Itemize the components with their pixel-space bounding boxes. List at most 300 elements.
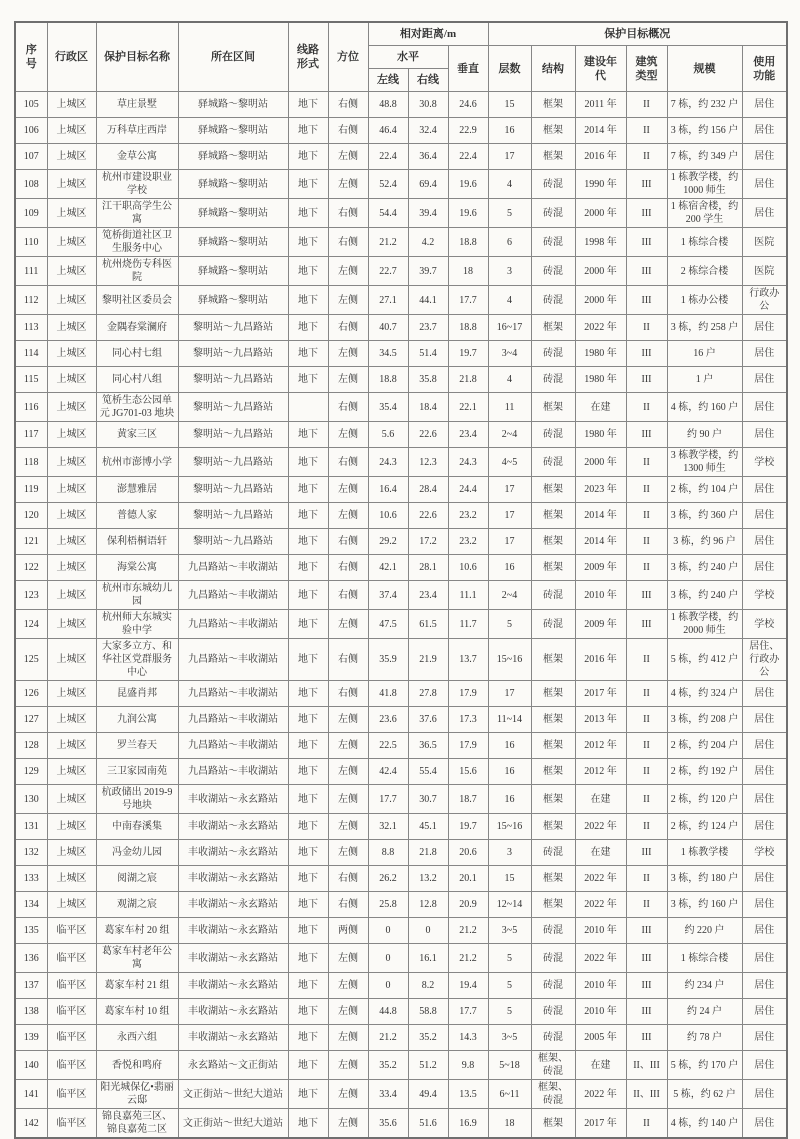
cell-scale: 3 栋，约 160 户 <box>667 892 742 918</box>
cell-line-form: 地下 <box>288 144 328 170</box>
cell-no: 139 <box>15 1025 47 1051</box>
cell-name: 葛家车村 10 组 <box>96 999 178 1025</box>
cell-side: 右侧 <box>328 393 368 422</box>
cell-building-type: III <box>626 840 667 866</box>
cell-scale: 4 栋，约 160 户 <box>667 393 742 422</box>
cell-district: 上城区 <box>47 733 96 759</box>
cell-line-form: 地下 <box>288 581 328 610</box>
cell-line-form: 地下 <box>288 1051 328 1080</box>
table-row <box>15 944 787 973</box>
cell-no: 120 <box>15 503 47 529</box>
cell-function: 行政办公 <box>742 286 787 315</box>
cell-district: 临平区 <box>47 1109 96 1139</box>
cell-left-line: 5.6 <box>368 422 408 448</box>
table-row <box>15 448 787 477</box>
cell-name: 金草公寓 <box>96 144 178 170</box>
table-row <box>15 228 787 257</box>
cell-building-type: II <box>626 118 667 144</box>
cell-structure: 框架 <box>531 315 575 341</box>
cell-side: 左侧 <box>328 814 368 840</box>
cell-building-type: II <box>626 144 667 170</box>
cell-district: 上城区 <box>47 199 96 228</box>
table-row <box>15 257 787 286</box>
cell-section: 黎明站～九昌路站 <box>178 367 288 393</box>
cell-floors: 11 <box>488 393 531 422</box>
cell-right-line: 17.2 <box>408 529 448 555</box>
cell-function: 居住 <box>742 199 787 228</box>
cell-left-line: 10.6 <box>368 503 408 529</box>
cell-line-form: 地下 <box>288 733 328 759</box>
table-row <box>15 422 787 448</box>
cell-right-line: 18.4 <box>408 393 448 422</box>
cell-district: 上城区 <box>47 892 96 918</box>
cell-district: 临平区 <box>47 1051 96 1080</box>
cell-vertical: 11.1 <box>448 581 488 610</box>
cell-scale: 2 栋，约 124 户 <box>667 814 742 840</box>
cell-scale: 5 栋，约 412 户 <box>667 639 742 681</box>
cell-side: 左侧 <box>328 1109 368 1139</box>
cell-right-line: 37.6 <box>408 707 448 733</box>
header-no-label: 序号 <box>25 44 37 70</box>
cell-side: 右侧 <box>328 581 368 610</box>
cell-side: 左侧 <box>328 733 368 759</box>
cell-year: 2011 年 <box>575 92 626 118</box>
cell-side: 左侧 <box>328 973 368 999</box>
cell-district: 上城区 <box>47 581 96 610</box>
table-row <box>15 286 787 315</box>
cell-structure: 砖混 <box>531 286 575 315</box>
header-overview-group: 保护目标概况 <box>488 22 787 46</box>
cell-function: 居住 <box>742 144 787 170</box>
cell-section: 永玄路站～文正街站 <box>178 1051 288 1080</box>
cell-structure: 砖混 <box>531 257 575 286</box>
cell-function: 居住 <box>742 367 787 393</box>
cell-building-type: II <box>626 448 667 477</box>
cell-scale: 约 24 户 <box>667 999 742 1025</box>
cell-section: 文正街站～世纪大道站 <box>178 1080 288 1109</box>
cell-line-form: 地下 <box>288 422 328 448</box>
table-header <box>15 22 787 92</box>
cell-year: 2000 年 <box>575 257 626 286</box>
cell-floors: 5 <box>488 610 531 639</box>
cell-vertical: 13.7 <box>448 639 488 681</box>
cell-scale: 1 栋综合楼 <box>667 944 742 973</box>
table-row <box>15 1109 787 1139</box>
table-row <box>15 814 787 840</box>
header-line-form-label: 线路形式 <box>297 44 319 70</box>
cell-no: 129 <box>15 759 47 785</box>
cell-building-type: II <box>626 529 667 555</box>
cell-side: 左侧 <box>328 1025 368 1051</box>
cell-building-type: III <box>626 999 667 1025</box>
cell-vertical: 19.4 <box>448 973 488 999</box>
cell-side: 左侧 <box>328 707 368 733</box>
cell-left-line: 46.4 <box>368 118 408 144</box>
cell-section: 九昌路站～丰收湖站 <box>178 639 288 681</box>
cell-section: 黎明站～九昌路站 <box>178 529 288 555</box>
cell-left-line: 0 <box>368 918 408 944</box>
cell-side: 两侧 <box>328 918 368 944</box>
cell-building-type: II <box>626 555 667 581</box>
cell-floors: 17 <box>488 529 531 555</box>
cell-name: 黎明社区委员会 <box>96 286 178 315</box>
cell-building-type: III <box>626 918 667 944</box>
cell-district: 上城区 <box>47 315 96 341</box>
cell-right-line: 39.7 <box>408 257 448 286</box>
cell-right-line: 49.4 <box>408 1080 448 1109</box>
cell-scale: 7 栋，约 232 户 <box>667 92 742 118</box>
cell-no: 106 <box>15 118 47 144</box>
cell-structure: 框架 <box>531 866 575 892</box>
cell-district: 上城区 <box>47 759 96 785</box>
cell-line-form: 地下 <box>288 785 328 814</box>
cell-floors: 17 <box>488 477 531 503</box>
cell-district: 上城区 <box>47 118 96 144</box>
cell-building-type: II <box>626 1109 667 1139</box>
cell-building-type: III <box>626 170 667 199</box>
cell-year: 2010 年 <box>575 918 626 944</box>
cell-line-form: 地下 <box>288 367 328 393</box>
cell-right-line: 35.2 <box>408 1025 448 1051</box>
cell-left-line: 22.4 <box>368 144 408 170</box>
cell-line-form: 地下 <box>288 973 328 999</box>
cell-side: 左侧 <box>328 785 368 814</box>
cell-floors: 5 <box>488 999 531 1025</box>
cell-left-line: 8.8 <box>368 840 408 866</box>
cell-function: 居住 <box>742 944 787 973</box>
cell-left-line: 16.4 <box>368 477 408 503</box>
table-row <box>15 840 787 866</box>
cell-section: 黎明站～九昌路站 <box>178 315 288 341</box>
cell-vertical: 23.2 <box>448 503 488 529</box>
cell-vertical: 21.2 <box>448 944 488 973</box>
cell-building-type: II、III <box>626 1051 667 1080</box>
cell-side: 左侧 <box>328 503 368 529</box>
cell-line-form: 地下 <box>288 1109 328 1139</box>
cell-vertical: 19.7 <box>448 341 488 367</box>
cell-left-line: 52.4 <box>368 170 408 199</box>
header-distance-group: 相对距离/m <box>368 22 488 46</box>
cell-scale: 3 栋，约 208 户 <box>667 707 742 733</box>
cell-left-line: 18.8 <box>368 367 408 393</box>
cell-structure: 框架 <box>531 1109 575 1139</box>
cell-section: 九昌路站～丰收湖站 <box>178 681 288 707</box>
table-row <box>15 1051 787 1080</box>
cell-vertical: 18 <box>448 257 488 286</box>
cell-right-line: 22.6 <box>408 503 448 529</box>
cell-line-form: 地下 <box>288 610 328 639</box>
cell-left-line: 21.2 <box>368 1025 408 1051</box>
cell-side: 左侧 <box>328 341 368 367</box>
cell-section: 九昌路站～丰收湖站 <box>178 759 288 785</box>
cell-line-form: 地下 <box>288 477 328 503</box>
cell-no: 141 <box>15 1080 47 1109</box>
cell-no: 128 <box>15 733 47 759</box>
cell-function: 居住 <box>742 733 787 759</box>
cell-scale: 1 栋综合楼 <box>667 228 742 257</box>
cell-section: 九昌路站～丰收湖站 <box>178 610 288 639</box>
cell-vertical: 17.9 <box>448 733 488 759</box>
cell-vertical: 17.7 <box>448 286 488 315</box>
cell-side: 左侧 <box>328 610 368 639</box>
table-row <box>15 759 787 785</box>
cell-name: 杭州市建设职业学校 <box>96 170 178 199</box>
cell-name: 普德人家 <box>96 503 178 529</box>
cell-left-line: 35.4 <box>368 393 408 422</box>
cell-side: 右侧 <box>328 529 368 555</box>
cell-side: 右侧 <box>328 681 368 707</box>
cell-scale: 约 78 户 <box>667 1025 742 1051</box>
cell-floors: 3~4 <box>488 341 531 367</box>
cell-right-line: 69.4 <box>408 170 448 199</box>
cell-left-line: 54.4 <box>368 199 408 228</box>
cell-scale: 3 栋，约 96 户 <box>667 529 742 555</box>
header-no <box>15 22 47 92</box>
cell-vertical: 18.8 <box>448 315 488 341</box>
cell-year: 1980 年 <box>575 422 626 448</box>
cell-left-line: 42.4 <box>368 759 408 785</box>
cell-function: 居住 <box>742 170 787 199</box>
cell-side: 左侧 <box>328 144 368 170</box>
cell-floors: 2~4 <box>488 581 531 610</box>
cell-no: 134 <box>15 892 47 918</box>
cell-building-type: II <box>626 681 667 707</box>
table-row <box>15 581 787 610</box>
cell-section: 驿城路～黎明站 <box>178 118 288 144</box>
cell-right-line: 16.1 <box>408 944 448 973</box>
cell-building-type: II <box>626 892 667 918</box>
table-row <box>15 393 787 422</box>
cell-no: 113 <box>15 315 47 341</box>
cell-floors: 5~18 <box>488 1051 531 1080</box>
cell-name: 海棠公寓 <box>96 555 178 581</box>
cell-vertical: 19.7 <box>448 814 488 840</box>
cell-year: 在建 <box>575 393 626 422</box>
cell-district: 临平区 <box>47 918 96 944</box>
cell-vertical: 18.8 <box>448 228 488 257</box>
cell-name: 杭州市澎博小学 <box>96 448 178 477</box>
cell-side: 右侧 <box>328 118 368 144</box>
cell-section: 驿城路～黎明站 <box>178 228 288 257</box>
cell-section: 丰收湖站～永玄路站 <box>178 785 288 814</box>
cell-function: 居住 <box>742 118 787 144</box>
cell-vertical: 10.6 <box>448 555 488 581</box>
cell-right-line: 0 <box>408 918 448 944</box>
cell-structure: 框架、砖混 <box>531 1051 575 1080</box>
cell-building-type: III <box>626 228 667 257</box>
table-row <box>15 733 787 759</box>
cell-line-form: 地下 <box>288 681 328 707</box>
cell-scale: 1 栋教学楼 <box>667 840 742 866</box>
cell-line-form: 地下 <box>288 341 328 367</box>
cell-structure: 框架 <box>531 555 575 581</box>
header-scale: 规模 <box>667 46 742 92</box>
cell-line-form: 地下 <box>288 118 328 144</box>
cell-side: 右侧 <box>328 315 368 341</box>
cell-name: 杭州烧伤专科医院 <box>96 257 178 286</box>
table-row <box>15 892 787 918</box>
cell-side: 左侧 <box>328 257 368 286</box>
cell-floors: 16 <box>488 759 531 785</box>
cell-name: 杭政储出 2019-9 号地块 <box>96 785 178 814</box>
cell-district: 上城区 <box>47 681 96 707</box>
cell-structure: 砖混 <box>531 422 575 448</box>
cell-structure: 砖混 <box>531 999 575 1025</box>
cell-name: 同心村七组 <box>96 341 178 367</box>
cell-building-type: II <box>626 393 667 422</box>
cell-right-line: 8.2 <box>408 973 448 999</box>
cell-function: 居住、行政办公 <box>742 639 787 681</box>
cell-line-form <box>288 393 328 422</box>
cell-scale: 3 栋，约 360 户 <box>667 503 742 529</box>
cell-scale: 16 户 <box>667 341 742 367</box>
cell-district: 上城区 <box>47 422 96 448</box>
cell-scale: 3 栋，约 240 户 <box>667 581 742 610</box>
cell-no: 110 <box>15 228 47 257</box>
cell-building-type: II <box>626 707 667 733</box>
cell-no: 142 <box>15 1109 47 1139</box>
cell-structure: 砖混 <box>531 918 575 944</box>
cell-right-line: 51.2 <box>408 1051 448 1080</box>
cell-function: 学校 <box>742 610 787 639</box>
cell-floors: 5 <box>488 199 531 228</box>
cell-year: 2022 年 <box>575 944 626 973</box>
cell-right-line: 12.8 <box>408 892 448 918</box>
cell-name: 罗兰春天 <box>96 733 178 759</box>
cell-district: 上城区 <box>47 144 96 170</box>
cell-left-line: 35.9 <box>368 639 408 681</box>
cell-district: 上城区 <box>47 341 96 367</box>
cell-structure: 框架 <box>531 733 575 759</box>
cell-name: 杭州市东城幼儿园 <box>96 581 178 610</box>
cell-name: 笕桥生态公园单元 JG701-03 地块 <box>96 393 178 422</box>
cell-left-line: 21.2 <box>368 228 408 257</box>
cell-function: 居住 <box>742 341 787 367</box>
table-row <box>15 866 787 892</box>
cell-structure: 砖混 <box>531 973 575 999</box>
cell-year: 2022 年 <box>575 814 626 840</box>
cell-right-line: 45.1 <box>408 814 448 840</box>
cell-structure: 砖混 <box>531 367 575 393</box>
cell-line-form: 地下 <box>288 999 328 1025</box>
cell-no: 119 <box>15 477 47 503</box>
cell-scale: 1 栋教学楼，约 1000 师生 <box>667 170 742 199</box>
cell-function: 居住 <box>742 555 787 581</box>
cell-no: 116 <box>15 393 47 422</box>
cell-no: 123 <box>15 581 47 610</box>
cell-vertical: 19.6 <box>448 199 488 228</box>
cell-line-form: 地下 <box>288 707 328 733</box>
cell-section: 丰收湖站～永玄路站 <box>178 999 288 1025</box>
cell-side: 左侧 <box>328 286 368 315</box>
cell-left-line: 25.8 <box>368 892 408 918</box>
cell-structure: 砖混 <box>531 341 575 367</box>
cell-floors: 16 <box>488 555 531 581</box>
cell-year: 2017 年 <box>575 1109 626 1139</box>
cell-district: 上城区 <box>47 814 96 840</box>
cell-year: 2017 年 <box>575 681 626 707</box>
cell-district: 临平区 <box>47 999 96 1025</box>
cell-name: 九润公寓 <box>96 707 178 733</box>
cell-district: 上城区 <box>47 170 96 199</box>
cell-left-line: 33.4 <box>368 1080 408 1109</box>
cell-function: 居住 <box>742 681 787 707</box>
cell-structure: 框架 <box>531 529 575 555</box>
cell-building-type: II <box>626 92 667 118</box>
cell-structure: 砖混 <box>531 228 575 257</box>
table-body <box>15 92 787 1139</box>
cell-line-form: 地下 <box>288 170 328 199</box>
table-row <box>15 999 787 1025</box>
cell-structure: 砖混 <box>531 1025 575 1051</box>
cell-name: 冯金幼儿园 <box>96 840 178 866</box>
cell-line-form: 地下 <box>288 529 328 555</box>
cell-scale: 3 栋，约 240 户 <box>667 555 742 581</box>
cell-name: 笕桥街道社区卫生服务中心 <box>96 228 178 257</box>
cell-district: 上城区 <box>47 393 96 422</box>
header-vertical: 垂直 <box>448 46 488 92</box>
cell-section: 丰收湖站～永玄路站 <box>178 840 288 866</box>
table-row <box>15 341 787 367</box>
header-left-line: 左线 <box>368 69 408 92</box>
cell-line-form: 地下 <box>288 92 328 118</box>
cell-vertical: 22.1 <box>448 393 488 422</box>
cell-right-line: 12.3 <box>408 448 448 477</box>
cell-structure: 砖混 <box>531 448 575 477</box>
cell-year: 2022 年 <box>575 315 626 341</box>
cell-right-line: 23.7 <box>408 315 448 341</box>
cell-district: 临平区 <box>47 1080 96 1109</box>
cell-left-line: 0 <box>368 944 408 973</box>
cell-floors: 4 <box>488 286 531 315</box>
cell-year: 2000 年 <box>575 199 626 228</box>
cell-left-line: 17.7 <box>368 785 408 814</box>
header-horizontal: 水平 <box>368 46 448 69</box>
cell-floors: 5 <box>488 944 531 973</box>
cell-district: 上城区 <box>47 707 96 733</box>
cell-function: 居住 <box>742 866 787 892</box>
cell-section: 丰收湖站～永玄路站 <box>178 944 288 973</box>
header-structure: 结构 <box>531 46 575 92</box>
cell-function: 居住 <box>742 1051 787 1080</box>
cell-scale: 3 栋教学楼，约 1300 师生 <box>667 448 742 477</box>
cell-district: 临平区 <box>47 944 96 973</box>
cell-scale: 2 栋综合楼 <box>667 257 742 286</box>
cell-name: 万科草庄西岸 <box>96 118 178 144</box>
table-row <box>15 918 787 944</box>
cell-function: 居住 <box>742 785 787 814</box>
cell-district: 上城区 <box>47 866 96 892</box>
cell-building-type: II <box>626 759 667 785</box>
cell-vertical: 23.2 <box>448 529 488 555</box>
cell-no: 122 <box>15 555 47 581</box>
cell-district: 上城区 <box>47 555 96 581</box>
header-right-line: 右线 <box>408 69 448 92</box>
cell-vertical: 17.3 <box>448 707 488 733</box>
cell-section: 九昌路站～丰收湖站 <box>178 555 288 581</box>
cell-structure: 框架 <box>531 759 575 785</box>
cell-scale: 2 栋，约 204 户 <box>667 733 742 759</box>
cell-left-line: 40.7 <box>368 315 408 341</box>
cell-year: 2016 年 <box>575 639 626 681</box>
cell-right-line: 36.4 <box>408 144 448 170</box>
cell-left-line: 22.7 <box>368 257 408 286</box>
cell-function: 居住 <box>742 918 787 944</box>
cell-floors: 17 <box>488 681 531 707</box>
cell-floors: 15~16 <box>488 814 531 840</box>
cell-section: 黎明站～九昌路站 <box>178 448 288 477</box>
cell-structure: 砖混 <box>531 581 575 610</box>
